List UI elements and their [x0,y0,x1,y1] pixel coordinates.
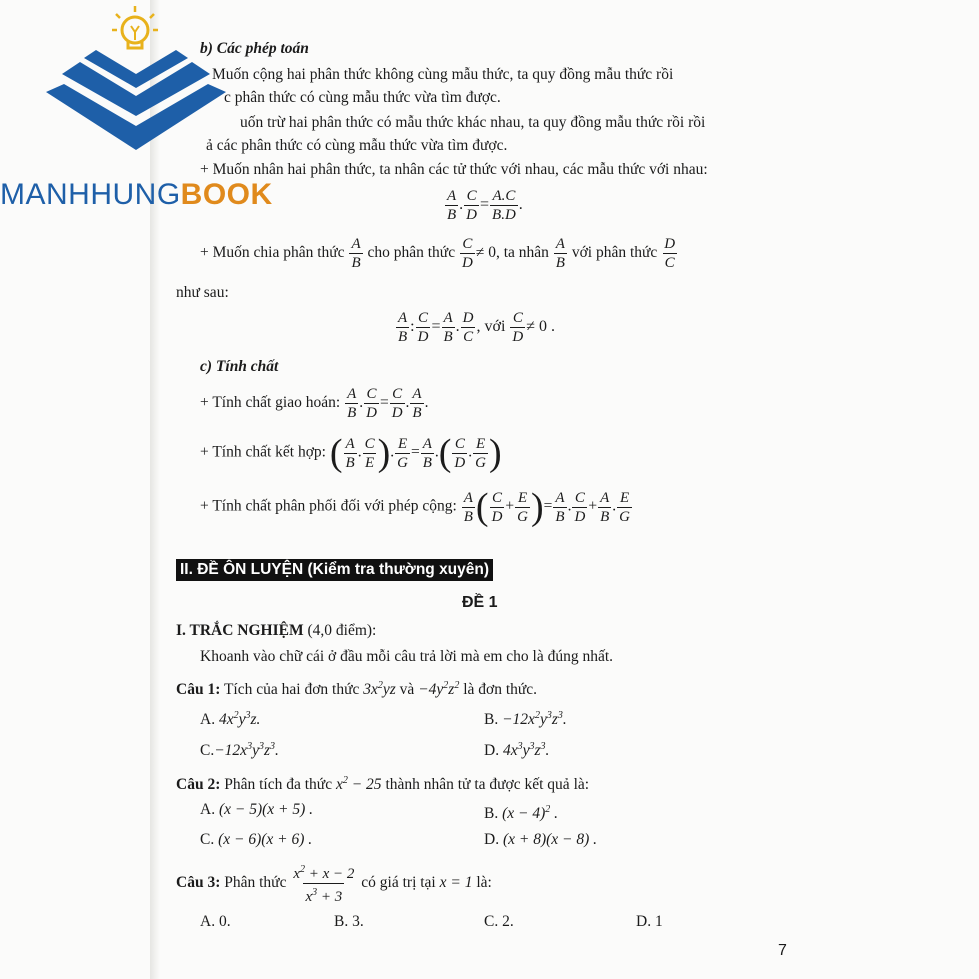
question-3-text-b: có giá trị tại [361,874,436,892]
exam-part-points: (4,0 điểm): [307,622,377,639]
distributive-property: + Tính chất phân phối đối với phép cộng: $\frac{A}{B}$ ( $\frac{C}{D}$ + $\frac{E}{G}$ )= $\frac{A}{B}$ . $\frac{C}{D}$ + $\frac{A}{B}$ . $\frac{E}{G}$ [200,486,630,528]
divide-formula-with: , với [476,318,506,336]
page-number: 7 [778,942,787,959]
q2-option-c-label: C. [200,831,215,848]
q3-option-c[interactable]: C. 2. [484,913,514,930]
q1-option-c-label: C. [200,742,215,760]
add-rule-line1: Muốn cộng hai phân thức không cùng mẫu thức, ta quy đồng mẫu thức rồi [212,66,674,83]
question-3-text-a: Phân thức [224,874,287,892]
q1-option-c[interactable]: $C.-12x^3y^3z^3$. [200,741,279,760]
q2-option-b-label: B. [484,805,499,823]
divide-formula: $\frac{A}{B}$ : $\frac{C}{D}$ = $\frac{A}{B}$ . $\frac{D}{C}$ , với $\frac{C}{D}$ ≠ 0 . [398,310,556,345]
subtract-rule-line2: ả các phân thức có cùng mẫu thức vừa tìm được. [206,137,508,154]
q2-option-d-label: D. [484,831,500,848]
q2-option-a[interactable]: A. (x − 5)(x + 5) . [200,801,314,818]
commutative-property: + Tính chất giao hoán: $\frac{A}{B}$ . $\frac{C}{D}$ = $\frac{C}{D}$ . $\frac{A}{B}$ . [200,386,429,421]
q2-option-a-label: A. [200,801,216,818]
exam-title: ĐỀ 1 [462,594,498,611]
q1-option-b[interactable]: B. $-12x^2y^3z^3$. [484,710,567,729]
q2-option-c[interactable]: C. (x − 6)(x + 6) . [200,831,313,848]
q3-option-a[interactable]: A. 0. [200,913,231,930]
question-1-text-c: là đơn thức. [463,681,538,699]
q3-option-d[interactable]: D. 1 [636,913,663,930]
divide-rule: + Muốn chia phân thức $\frac{A}{B}$ cho phân thức $\frac{C}{D}$ ≠ 0, ta nhân $\frac{A}{B}$ với phân thức $\frac{D}{C}$ [200,236,676,271]
q1-option-a[interactable]: A. $4x^2y^3z$. [200,710,261,729]
divide-rule-text-b: cho phân thức [367,244,456,262]
q1-option-d[interactable]: D. $4x^3y^3z^3$. [484,741,550,760]
exam-instruction: Khoanh vào chữ cái ở đầu mỗi câu trả lời mà em cho là đúng nhất. [200,648,614,665]
divide-rule-text-c: , ta nhân [495,244,549,262]
exam-part-heading [176,622,376,640]
question-3-text-c: là: [476,874,492,892]
book-lightbulb-logo-icon [38,4,238,154]
divide-rule-text-a: + Muốn chia phân thức [200,244,345,262]
question-3-label: Câu 3: [176,874,221,892]
question-1-text-b: và [399,681,415,699]
brand-logo-text [0,178,273,212]
q1-option-a-label: A. [200,711,216,729]
commutative-label: + Tính chất giao hoán: [200,394,341,412]
add-rule-line2: c phân thức có cùng mẫu thức vừa tìm được. [224,89,501,106]
multiply-formula: $\frac{A}{B}$ . $\frac{C}{D}$ = $\frac{A.C}{B.D}$ . [447,188,523,223]
question-1-text-a: Tích của hai đơn thức [223,681,360,699]
subtract-rule-line1: uốn trừ hai phân thức có mẫu thức khác nhau, ta quy đồng mẫu thức rồi rồi [240,114,706,131]
divide-rule-as-follows: như sau: [176,284,229,301]
exam-part-name: I. TRẮC NGHIỆM [176,622,304,639]
question-2-text-a: Phân tích đa thức [224,776,333,794]
brand-logo-part1: MANHHUNG [0,178,181,211]
q3-option-b[interactable]: B. 3. [334,913,364,930]
divide-rule-text-d: với phân thức [571,244,658,262]
brand-logo-part2: BOOK [180,178,273,211]
question-2: Câu 2: Phân tích đa thức $x^2 - 25$ thành nhân tử ta được kết quả là: [176,775,590,794]
question-3: Câu 3: Phân thức $\frac{x^2 + x - 2}{x^3 + 3}$ có giá trị tại x = 1 là: [176,864,492,905]
question-2-text-b: thành nhân tử ta được kết quả là: [385,776,590,794]
section-banner: II. ĐỀ ÔN LUYỆN (Kiểm tra thường xuyên) [176,559,493,581]
question-2-label: Câu 2: [176,776,221,794]
associative-label: + Tính chất kết hợp: [200,443,326,461]
question-1-label: Câu 1: [176,681,221,699]
associative-property: + Tính chất kết hợp: ( $\frac{A}{B}$ . $\frac{C}{E}$ ). $\frac{E}{G}$ = $\frac{A}{B}$ .( $\frac{C}{D}$ . $\frac{E}{G}$ ) [200,432,502,474]
section-c-heading: c) Tính chất [200,358,279,375]
question-1: Câu 1: Tích của hai đơn thức $3x^2yz$ và $-4y^2z^2$ là đơn thức. [176,680,538,699]
q2-option-d[interactable]: D. (x + 8)(x − 8) . [484,831,598,848]
distributive-label: + Tính chất phân phối đối với phép cộng: [200,497,457,515]
multiply-rule: + Muốn nhân hai phân thức, ta nhân các tử thức với nhau, các mẫu thức với nhau: [200,161,708,178]
q2-option-b[interactable]: B. $(x - 4)^2$ . [484,804,559,823]
section-b-heading: b) Các phép toán [200,40,309,57]
q1-option-b-label: B. [484,711,499,729]
q1-option-d-label: D. [484,742,500,760]
